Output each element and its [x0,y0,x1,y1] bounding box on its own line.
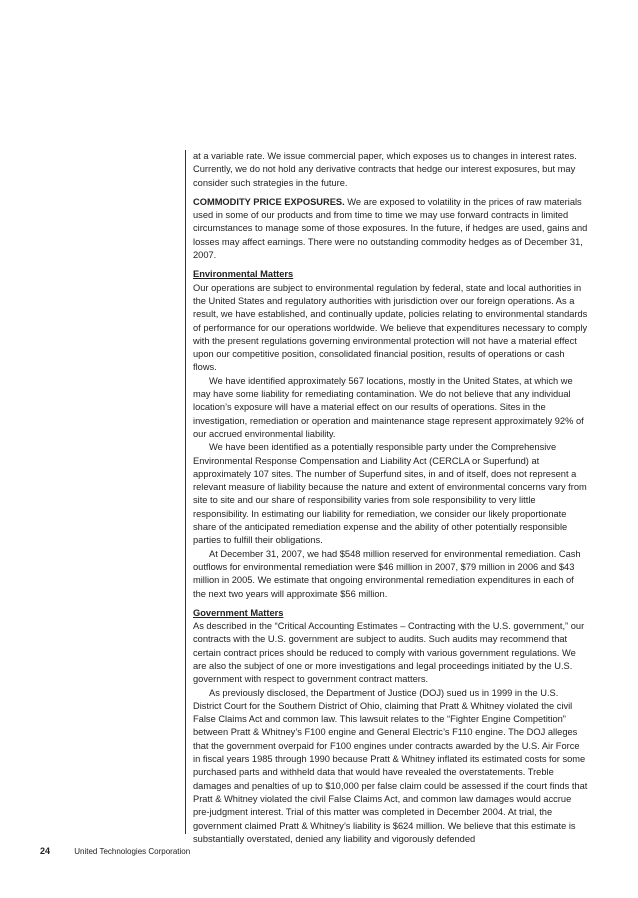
government-paragraph-1: As described in the “Critical Accounting Estimates – Contracting with the U.S. government,” our contracts with the U.S. government are subject to audits. Such audits may recommend that certain contract prices should be reduced to comply with various government regulations. We are also the subject of one or more investigations and legal proceedings initiated by the U.S. government with respect to government contract matters. [193,621,585,685]
environmental-paragraph-3: We have been identified as a potentially responsible party under the Comprehensive Environmental Response Compensation and Liability Act (CERCLA or Superfund) at approximately 107 sites. The number of Superfund sites, in and of itself, does not represent a relevant measure of liability because the nature and extent of environmental concerns vary from site to site and our share of responsibility varies from sole responsibility to very little responsibility. In estimating our liability for remediation, we consider our likely proportionate share of the anticipated remediation expense and the ability of other potentially responsible parties to fulfill their obligations. [193,442,587,546]
environmental-paragraph-2: We have identified approximately 567 locations, mostly in the United States, at which we may have some liability for remediating contamination. We do not believe that any individual location’s exposure will have a material effect on our results of operations. Sites in the investigation, remediation or operation and maintenance stage represent approximately 92% of our accrued environmental liability. [193,375,584,439]
page-number: 24 [40,846,51,856]
government-paragraph-2: As previously disclosed, the Department of Justice (DOJ) sued us in 1999 in the U.S. District Court for the Southern District of Ohio, claiming that Pratt & Whitney violated the civil False Claims Act and common law. This lawsuit relates to the “Fighter Engine Competition” between Pratt & Whitney’s F100 engine and General Electric’s F110 engine. The DOJ alleges that the government overpaid for F100 engines under contracts awarded by the U.S. Air Force in fiscal years 1985 through 1990 because Pratt & Whitney inflated its estimated costs for some purchased parts and withheld data that would have revealed the overstatements. Treble damages and penalties of up to $10,000 per false claim could be assessed if the court finds that Pratt & Whitney violated the civil False Claims Act, and common law damages would accrue pre-judgment interest. Trial of this matter was completed in December 2004. At trial, the government claimed Pratt & Whitney’s liability is $624 million. We believe that this estimate is substantially overstated, denied any liability and vigorously defended [193,687,588,844]
page-footer [40,846,190,856]
intro-paragraph: at a variable rate. We issue commercial paper, which exposes us to changes in interest rates. Currently, we do not hold any derivative contracts that hedge our interest exposures, but may consider such strategies in the future. [193,151,577,188]
commodity-label: COMMODITY PRICE EXPOSURES. [193,196,345,207]
body-text-column [193,150,588,846]
column-rule [185,150,186,834]
environmental-heading: Environmental Matters [193,269,294,280]
environmental-paragraph-1: Our operations are subject to environmental regulation by federal, state and local authorities in the United States and regulatory authorities with jurisdiction over our foreign operations. As a result, we have established, and continually update, policies relating to environmental standards of performance for our operations worldwide. We believe that expenditures necessary to comply with the present regulations governing environmental protection will not have a material effect upon our competitive position, consolidated financial position, results of operations or cash flows. [193,282,588,373]
commodity-text: We are exposed to volatility in the prices of raw materials used in some of our products and from time to time we may use forward contracts in limited circumstances to manage some of those exposures. In the future, if hedges are used, gains and losses may affect earnings. There were no outstanding commodity hedges as of December 31, 2007. [193,196,588,261]
company-name: United Technologies Corporation [74,847,191,856]
government-heading: Government Matters [193,607,284,618]
environmental-paragraph-4: At December 31, 2007, we had $548 million reserved for environmental remediation. Cash outflows for environmental remediation were $46 million in 2007, $79 million in 2006 and $43 million in 2005. We estimate that ongoing environmental remediation expenditures in each of the next two years will approximate $56 million. [193,548,581,599]
commodity-paragraph [193,196,588,262]
